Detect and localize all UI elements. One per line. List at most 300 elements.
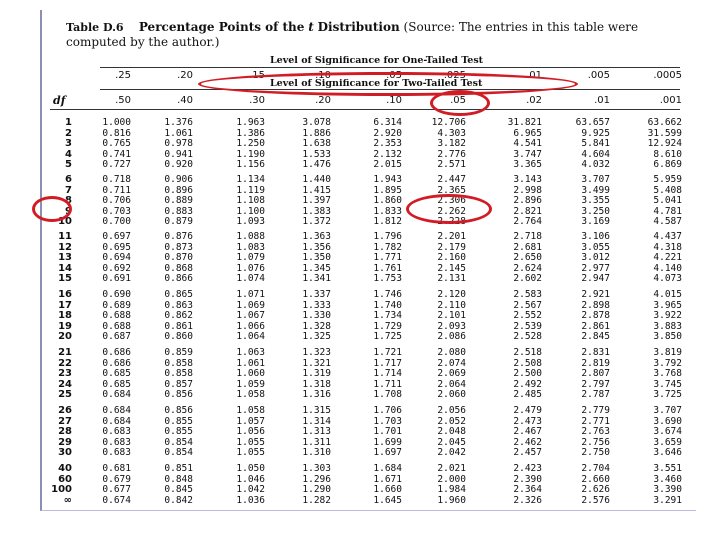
critical-value: 1.684: [373, 463, 402, 474]
table-row: [0, 389, 720, 399]
df-value: 4: [65, 148, 72, 160]
df-value: 14: [58, 262, 72, 274]
critical-value: 1.050: [236, 463, 265, 474]
one-tailed-level: .10: [315, 70, 331, 81]
critical-value: 1.356: [302, 241, 331, 253]
critical-value: 2.763: [581, 426, 610, 437]
critical-value: 0.683: [102, 426, 131, 437]
critical-value: 0.718: [102, 174, 131, 185]
critical-value: 2.306: [437, 195, 466, 206]
critical-value: 1.071: [236, 289, 265, 300]
critical-value: 2.457: [513, 447, 542, 458]
critical-value: 0.711: [102, 184, 131, 196]
critical-value: 3.055: [581, 241, 610, 253]
table-row: [0, 117, 720, 127]
table-row: [0, 416, 720, 426]
critical-value: 2.228: [437, 216, 466, 227]
table-row: [0, 159, 720, 169]
one-tailed-level: .0005: [653, 70, 682, 81]
critical-value: 1.083: [236, 241, 265, 253]
critical-value: 3.460: [653, 473, 682, 485]
critical-value: 6.869: [653, 159, 682, 170]
critical-value: 2.086: [437, 331, 466, 342]
critical-value: 3.745: [653, 378, 682, 390]
critical-value: 0.688: [102, 310, 131, 321]
critical-value: 3.768: [653, 368, 682, 379]
critical-value: 0.879: [164, 216, 193, 227]
critical-value: 1.323: [302, 347, 331, 358]
critical-value: 3.365: [513, 159, 542, 170]
df-value: 60: [58, 473, 72, 485]
critical-value: 2.567: [513, 299, 542, 311]
critical-value: 2.750: [581, 447, 610, 458]
critical-value: 2.779: [581, 405, 610, 416]
one-tailed-level: .05: [386, 70, 402, 81]
critical-value: 1.319: [302, 368, 331, 379]
critical-value: 3.965: [653, 299, 682, 311]
one-tailed-level: .20: [177, 70, 193, 81]
critical-value: 2.179: [437, 241, 466, 253]
critical-value: 3.012: [581, 252, 610, 263]
critical-value: 0.862: [164, 310, 193, 321]
critical-value: 4.541: [513, 138, 542, 149]
critical-value: 2.101: [437, 310, 466, 321]
critical-value: 3.707: [581, 174, 610, 185]
critical-value: 0.858: [164, 368, 193, 379]
critical-value: 2.756: [581, 436, 610, 448]
critical-value: 2.364: [513, 484, 542, 495]
critical-value: 63.657: [575, 117, 610, 128]
critical-value: 2.132: [373, 148, 402, 160]
table-title-a: Percentage Points of the: [138, 20, 305, 34]
two-tailed-level: .20: [315, 95, 331, 106]
critical-value: 4.015: [653, 289, 682, 300]
critical-value: 0.681: [102, 463, 131, 474]
critical-value: 1.761: [373, 262, 402, 274]
table-row: [0, 484, 720, 494]
critical-value: 0.868: [164, 262, 193, 274]
critical-value: 2.160: [437, 252, 466, 263]
critical-value: 1.533: [302, 148, 331, 160]
critical-value: 0.856: [164, 405, 193, 416]
critical-value: 2.771: [581, 415, 610, 427]
critical-value: 2.626: [581, 484, 610, 495]
table-row: [0, 174, 720, 184]
table-row: [0, 405, 720, 415]
table-caption: [66, 20, 666, 49]
critical-value: 1.729: [373, 320, 402, 332]
table-row: [0, 379, 720, 389]
critical-value: 2.528: [513, 331, 542, 342]
critical-value: 2.500: [513, 368, 542, 379]
critical-value: 0.685: [102, 368, 131, 379]
table-row: [0, 447, 720, 457]
critical-value: 1.711: [373, 378, 402, 390]
critical-value: 2.508: [513, 357, 542, 369]
critical-value: 1.860: [373, 195, 402, 206]
critical-value: 0.863: [164, 299, 193, 311]
critical-value: 1.313: [302, 426, 331, 437]
critical-value: 1.330: [302, 310, 331, 321]
critical-value: 2.787: [581, 389, 610, 400]
critical-value: 1.706: [373, 405, 402, 416]
critical-value: 1.303: [302, 463, 331, 474]
critical-value: 4.318: [653, 241, 682, 253]
critical-value: 2.479: [513, 405, 542, 416]
critical-value: 1.079: [236, 252, 265, 263]
critical-value: 0.845: [164, 484, 193, 495]
critical-value: 2.797: [581, 378, 610, 390]
critical-value: 5.408: [653, 184, 682, 196]
critical-value: 1.833: [373, 205, 402, 217]
critical-value: 3.819: [653, 347, 682, 358]
critical-value: 3.707: [653, 405, 682, 416]
critical-value: 0.727: [102, 159, 131, 170]
critical-value: 1.796: [373, 231, 402, 242]
critical-value: 2.602: [513, 273, 542, 284]
critical-value: 0.684: [102, 415, 131, 427]
critical-value: 2.660: [581, 473, 610, 485]
critical-value: 1.156: [236, 159, 265, 170]
critical-value: 1.108: [236, 195, 265, 206]
critical-value: 1.717: [373, 357, 402, 369]
critical-value: 2.492: [513, 378, 542, 390]
critical-value: 0.896: [164, 184, 193, 196]
critical-value: 4.781: [653, 205, 682, 217]
critical-value: 2.064: [437, 378, 466, 390]
table-row: [0, 368, 720, 378]
df-value: 8: [65, 195, 72, 206]
critical-value: 3.883: [653, 320, 682, 332]
df-value: 7: [65, 184, 72, 196]
critical-value: 0.690: [102, 289, 131, 300]
one-tailed-level: .025: [443, 70, 466, 81]
critical-value: 1.812: [373, 216, 402, 227]
critical-value: 2.074: [437, 357, 466, 369]
value-2262-highlight-ring: [406, 194, 492, 224]
critical-value: 3.551: [653, 463, 682, 474]
header-rule-top: [100, 67, 680, 68]
table-row: [0, 463, 720, 473]
table-source: (Source: The entries in this table were computed by the author.): [66, 20, 639, 49]
critical-value: 1.386: [236, 127, 265, 139]
critical-value: 1.093: [236, 216, 265, 227]
critical-value: 1.063: [236, 347, 265, 358]
critical-value: 0.700: [102, 216, 131, 227]
critical-value: 1.345: [302, 262, 331, 274]
critical-value: 4.587: [653, 216, 682, 227]
critical-value: 4.303: [437, 127, 466, 139]
critical-value: 2.896: [513, 195, 542, 206]
critical-value: 2.819: [581, 357, 610, 369]
two-tailed-label: Level of Significance for Two-Tailed Test: [270, 78, 483, 89]
table-row: [0, 474, 720, 484]
critical-value: 1.440: [302, 174, 331, 185]
df-value: 23: [58, 368, 72, 379]
critical-value: 2.080: [437, 347, 466, 358]
df-header: df: [53, 94, 66, 107]
critical-value: 0.684: [102, 389, 131, 400]
critical-value: 2.000: [437, 473, 466, 485]
critical-value: 0.920: [164, 159, 193, 170]
critical-value: 2.807: [581, 368, 610, 379]
critical-value: 0.697: [102, 231, 131, 242]
two-tailed-level: .10: [386, 95, 402, 106]
critical-value: 1.316: [302, 389, 331, 400]
critical-value: 2.718: [513, 231, 542, 242]
table-row: [0, 437, 720, 447]
critical-value: 1.660: [373, 484, 402, 495]
critical-value: 3.355: [581, 195, 610, 206]
table-row: [0, 263, 720, 273]
table-row: [0, 331, 720, 341]
critical-value: 1.476: [302, 159, 331, 170]
df-value: 13: [58, 252, 72, 263]
critical-value: 0.865: [164, 289, 193, 300]
critical-value: 3.143: [513, 174, 542, 185]
critical-value: 1.076: [236, 262, 265, 274]
critical-value: 2.704: [581, 463, 610, 474]
critical-value: 0.906: [164, 174, 193, 185]
critical-value: 0.683: [102, 447, 131, 458]
critical-value: 1.984: [437, 484, 466, 495]
critical-value: 1.746: [373, 289, 402, 300]
table-row: [0, 273, 720, 283]
critical-value: 2.831: [581, 347, 610, 358]
table-row: [0, 195, 720, 205]
critical-value: 2.624: [513, 262, 542, 274]
critical-value: 3.106: [581, 231, 610, 242]
critical-value: 0.687: [102, 331, 131, 342]
df-value: 17: [58, 299, 72, 311]
critical-value: 2.920: [373, 127, 402, 139]
critical-value: 0.889: [164, 195, 193, 206]
critical-value: 0.694: [102, 252, 131, 263]
critical-value: 1.314: [302, 415, 331, 427]
table-row: [0, 347, 720, 357]
critical-value: 0.692: [102, 262, 131, 274]
critical-value: 1.383: [302, 205, 331, 217]
critical-value: 1.074: [236, 273, 265, 284]
df-value: 24: [58, 378, 72, 390]
critical-value: 3.674: [653, 426, 682, 437]
critical-value: 2.473: [513, 415, 542, 427]
critical-value: 1.771: [373, 252, 402, 263]
critical-value: 0.677: [102, 484, 131, 495]
critical-value: 1.895: [373, 184, 402, 196]
critical-value: 0.689: [102, 299, 131, 311]
critical-value: 8.610: [653, 148, 682, 160]
table-row: [0, 242, 720, 252]
critical-value: 2.898: [581, 299, 610, 311]
critical-value: 3.725: [653, 389, 682, 400]
critical-value: 1.315: [302, 405, 331, 416]
critical-value: 2.201: [437, 231, 466, 242]
critical-value: 2.764: [513, 216, 542, 227]
df-value: 1: [65, 117, 72, 128]
critical-value: 0.679: [102, 473, 131, 485]
critical-value: 1.753: [373, 273, 402, 284]
two-tailed-level: .02: [526, 95, 542, 106]
critical-value: 0.883: [164, 205, 193, 217]
df-value: 40: [58, 463, 72, 474]
critical-value: 31.821: [507, 117, 542, 128]
critical-value: 1.725: [373, 331, 402, 342]
critical-value: 1.064: [236, 331, 265, 342]
critical-value: 0.876: [164, 231, 193, 242]
critical-value: 3.390: [653, 484, 682, 495]
critical-value: 1.046: [236, 473, 265, 485]
critical-value: 0.873: [164, 241, 193, 253]
df-value: 9: [65, 205, 72, 217]
df-value: 2: [65, 127, 72, 139]
critical-value: 3.646: [653, 447, 682, 458]
critical-value: 0.703: [102, 205, 131, 217]
critical-value: 1.100: [236, 205, 265, 217]
critical-value: 1.328: [302, 320, 331, 332]
critical-value: 2.462: [513, 436, 542, 448]
critical-value: 31.599: [647, 127, 682, 139]
df-value: 21: [58, 347, 72, 358]
critical-value: 0.688: [102, 320, 131, 332]
two-tailed-level: .40: [177, 95, 193, 106]
table-row: [0, 300, 720, 310]
critical-value: 0.857: [164, 378, 193, 390]
critical-value: 2.921: [581, 289, 610, 300]
critical-value: 6.314: [373, 117, 402, 128]
table-row: [0, 216, 720, 226]
critical-value: 1.671: [373, 473, 402, 485]
critical-value: 1.782: [373, 241, 402, 253]
critical-value: 0.859: [164, 347, 193, 358]
critical-value: 3.250: [581, 205, 610, 217]
critical-value: 1.119: [236, 184, 265, 196]
critical-value: 1.708: [373, 389, 402, 400]
two-tailed-highlight-ring: [198, 72, 578, 96]
critical-value: 1.337: [302, 289, 331, 300]
critical-value: 1.060: [236, 368, 265, 379]
critical-value: 1.056: [236, 426, 265, 437]
two-tailed-level: .05: [450, 95, 466, 106]
df-value: 18: [58, 310, 72, 321]
critical-value: 2.145: [437, 262, 466, 274]
critical-value: 3.922: [653, 310, 682, 321]
critical-value: 2.052: [437, 415, 466, 427]
critical-value: 5.841: [581, 138, 610, 149]
critical-value: 1.000: [102, 117, 131, 128]
critical-value: 3.182: [437, 138, 466, 149]
critical-value: 2.821: [513, 205, 542, 217]
table-row: [0, 252, 720, 262]
critical-value: 1.350: [302, 252, 331, 263]
one-tailed-label: Level of Significance for One-Tailed Test: [270, 55, 484, 66]
one-tailed-level: .005: [587, 70, 610, 81]
critical-value: 2.845: [581, 331, 610, 342]
critical-value: 4.073: [653, 273, 682, 284]
critical-value: 2.576: [581, 494, 610, 506]
critical-value: 2.552: [513, 310, 542, 321]
critical-value: 1.057: [236, 415, 265, 427]
df-value: ∞: [63, 494, 72, 506]
critical-value: 1.190: [236, 148, 265, 160]
critical-value: 1.318: [302, 378, 331, 390]
df-value: 16: [58, 289, 72, 300]
critical-value: 3.747: [513, 148, 542, 160]
critical-value: 2.485: [513, 389, 542, 400]
critical-value: 2.015: [373, 159, 402, 170]
critical-value: 2.056: [437, 405, 466, 416]
critical-value: 2.467: [513, 426, 542, 437]
critical-value: 0.816: [102, 127, 131, 139]
df-value: 22: [58, 357, 72, 369]
critical-value: 1.740: [373, 299, 402, 311]
df-value: 29: [58, 436, 72, 448]
critical-value: 1.282: [302, 494, 331, 506]
critical-value: 1.059: [236, 378, 265, 390]
critical-value: 2.021: [437, 463, 466, 474]
critical-value: 1.058: [236, 389, 265, 400]
critical-value: 0.686: [102, 357, 131, 369]
df-value: 100: [51, 484, 72, 495]
df9-highlight-ring: [32, 196, 72, 222]
critical-value: 1.645: [373, 494, 402, 506]
critical-value: 1.042: [236, 484, 265, 495]
critical-value: 1.341: [302, 273, 331, 284]
table-row: [0, 495, 720, 505]
critical-value: 1.701: [373, 426, 402, 437]
one-tailed-level: .15: [249, 70, 265, 81]
table-row: [0, 321, 720, 331]
critical-value: 5.041: [653, 195, 682, 206]
table-row: [0, 310, 720, 320]
critical-value: 1.714: [373, 368, 402, 379]
header-rule-bottom: [50, 109, 680, 110]
critical-value: 1.250: [236, 138, 265, 149]
critical-value: 1.333: [302, 299, 331, 311]
critical-value: 1.067: [236, 310, 265, 321]
critical-value: 0.941: [164, 148, 193, 160]
critical-value: 1.960: [437, 494, 466, 506]
critical-value: 4.604: [581, 148, 610, 160]
table-row: [0, 138, 720, 148]
critical-value: 1.372: [302, 216, 331, 227]
critical-value: 0.855: [164, 426, 193, 437]
critical-value: 2.110: [437, 299, 466, 311]
critical-value: 1.734: [373, 310, 402, 321]
critical-value: 0.860: [164, 331, 193, 342]
critical-value: 1.088: [236, 231, 265, 242]
critical-value: 4.221: [653, 252, 682, 263]
critical-value: 2.583: [513, 289, 542, 300]
t-symbol: t: [308, 20, 314, 34]
critical-value: 0.861: [164, 320, 193, 332]
df-value: 12: [58, 241, 72, 253]
critical-value: 2.326: [513, 494, 542, 506]
critical-value: 1.703: [373, 415, 402, 427]
critical-value: 2.447: [437, 174, 466, 185]
critical-value: 0.866: [164, 273, 193, 284]
table-number: Table D.6: [66, 21, 124, 34]
critical-value: 1.296: [302, 473, 331, 485]
critical-value: 2.365: [437, 184, 466, 196]
critical-value: 2.048: [437, 426, 466, 437]
critical-value: 5.959: [653, 174, 682, 185]
critical-value: 1.310: [302, 447, 331, 458]
critical-value: 2.093: [437, 320, 466, 332]
critical-value: 0.706: [102, 195, 131, 206]
critical-value: 0.854: [164, 447, 193, 458]
df-value: 19: [58, 320, 72, 332]
